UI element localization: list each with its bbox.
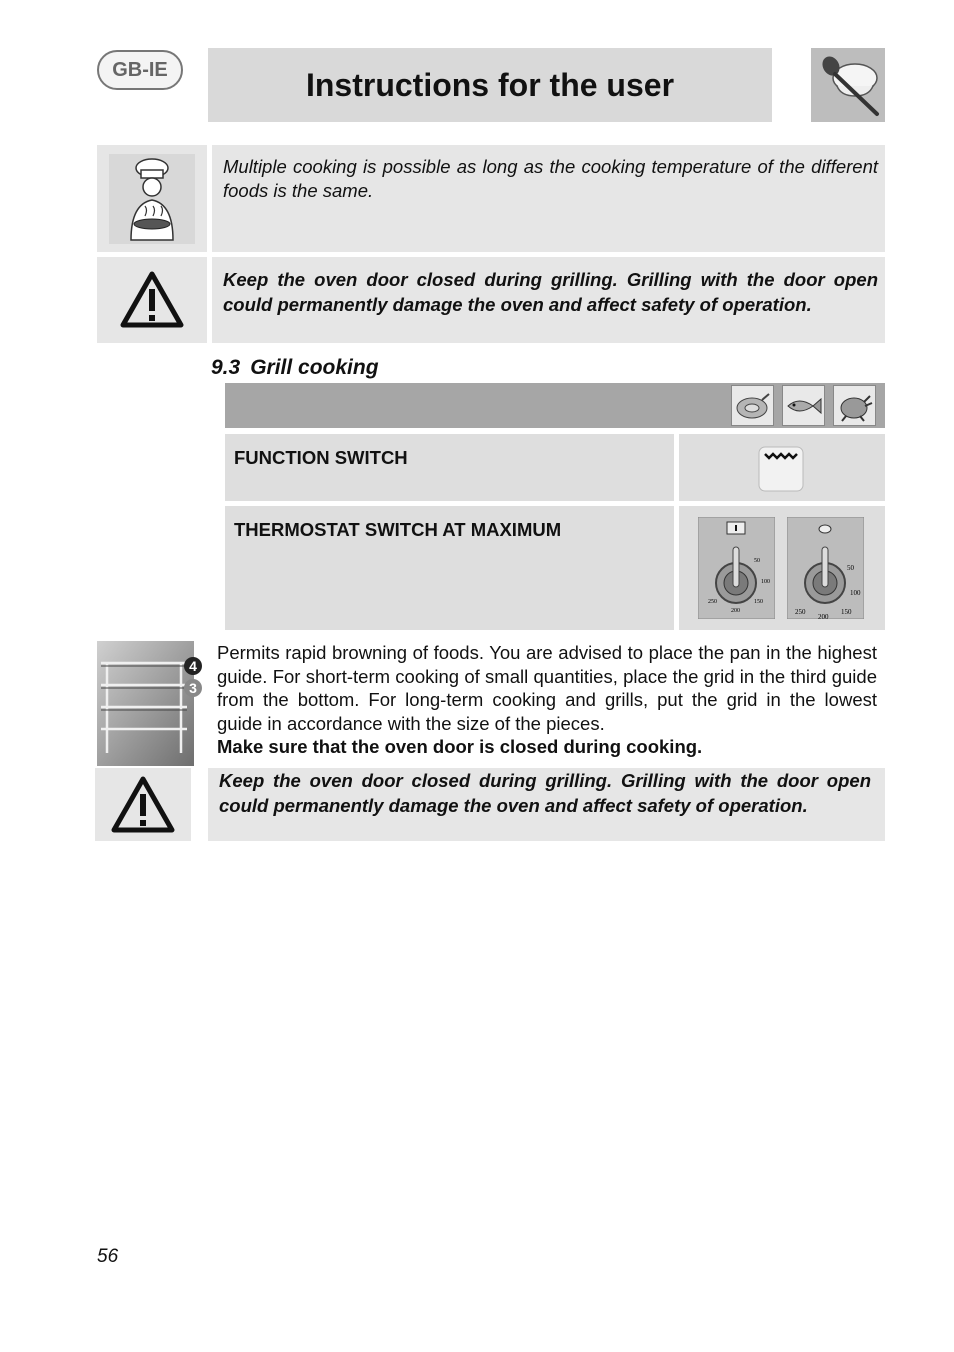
guide-number-4-badge	[184, 657, 202, 675]
page-number: 56	[97, 1246, 119, 1267]
warning-text-2: Keep the oven door closed during grilling. Grilling with the door open could permanently damage the oven and affect safety of operation.	[219, 770, 871, 816]
language-badge	[97, 50, 183, 90]
multiple-cooking-text: Multiple cooking is possible as long as the cooking temperature of the different foods is the same.	[223, 156, 878, 201]
warning-icon-cell-2	[95, 768, 191, 841]
knob-left-mark-150: 150	[754, 599, 763, 605]
function-switch-label-cell	[225, 434, 674, 501]
page-title-box	[208, 48, 772, 122]
fish-icon	[782, 385, 825, 426]
guide-number-3-badge	[184, 679, 202, 697]
knob-left-mark-100: 100	[761, 579, 770, 585]
function-switch-symbol-cell	[679, 434, 885, 501]
knob-left-mark-50: 50	[754, 558, 760, 564]
chef-icon	[109, 154, 195, 244]
warning-note-1	[212, 257, 885, 343]
thermostat-knobs-cell	[679, 506, 885, 630]
brand-logo	[811, 48, 885, 122]
function-switch-label: FUNCTION SWITCH	[234, 447, 408, 468]
warning-icon-cell-1	[97, 257, 207, 343]
thermostat-knob-right-icon	[787, 517, 864, 619]
warning-text-1: Keep the oven door closed during grilling. Grilling with the door open could permanently damage the oven and affect safety of operation.	[223, 269, 878, 315]
warning-triangle-icon	[111, 776, 175, 834]
knob-right-mark-100: 100	[850, 589, 861, 597]
thermostat-knob-left-icon	[698, 517, 775, 619]
thermostat-switch-label-cell	[225, 506, 674, 630]
section-number: 9.3	[211, 356, 241, 379]
page-title: Instructions for the user	[305, 66, 675, 103]
section-title: Grill cooking	[250, 356, 379, 379]
chef-icon-cell	[97, 145, 207, 252]
knob-right-mark-250: 250	[795, 608, 806, 616]
door-closed-instruction: Make sure that the oven door is closed during cooking.	[217, 736, 703, 758]
knob-right-mark-200: 200	[818, 613, 829, 619]
grill-description	[217, 641, 877, 759]
thermostat-switch-label: THERMOSTAT SWITCH AT MAXIMUM	[234, 519, 562, 540]
poultry-icon	[833, 385, 876, 426]
guide-number-4: 4	[189, 658, 197, 674]
warning-triangle-icon	[120, 271, 184, 329]
knob-left-mark-200: 200	[731, 608, 740, 614]
guide-number-3: 3	[189, 680, 197, 696]
spoon-chef-hat-icon	[811, 48, 885, 122]
grill-symbol-icon	[758, 446, 804, 492]
knob-left-mark-250: 250	[708, 599, 717, 605]
section-heading	[211, 356, 379, 380]
multiple-cooking-note	[212, 145, 885, 252]
knob-right-mark-50: 50	[847, 564, 854, 572]
warning-note-2	[208, 768, 885, 841]
language-badge-label: GB-IE	[112, 58, 168, 81]
knob-right-mark-150: 150	[841, 608, 852, 616]
oven-guides-illustration	[97, 641, 205, 766]
meat-icon	[731, 385, 774, 426]
grill-description-paragraph: Permits rapid browning of foods. You are advised to place the pan in the highest guide. For short-term cooking of small quantities, place the grid in the third guide from the bottom. For long-term cooking and grills, put the grid in the lowest guide in accordance with the size of the pieces.	[217, 642, 877, 734]
